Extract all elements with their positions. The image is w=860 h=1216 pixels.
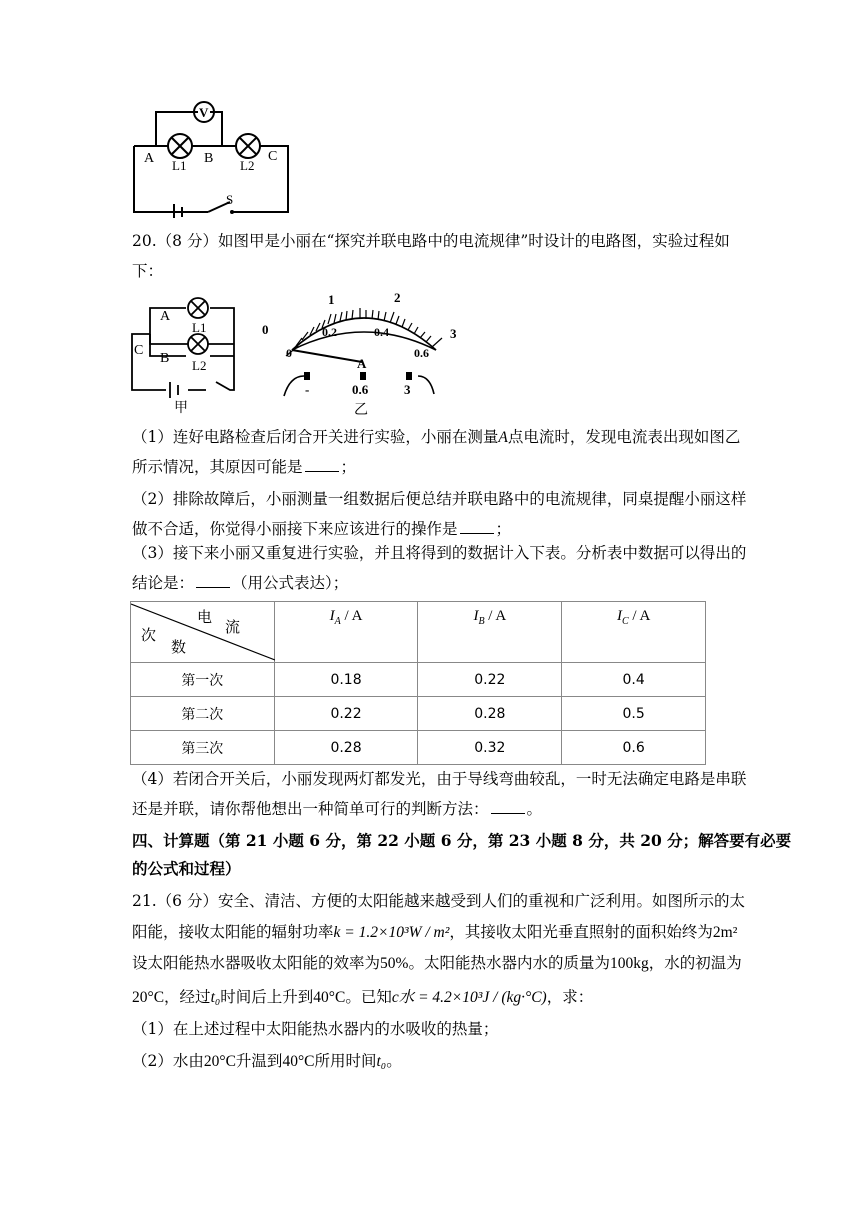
q21-line3: 设太阳能热水器吸收太阳能的效率为50%。太阳能热水器内水的质量为100kg，水的初温为 xyxy=(132,954,742,972)
parallel-point-c: C xyxy=(134,343,144,358)
header-ia: $I_A$ / A xyxy=(274,602,418,663)
section4-heading-line1: 四、计算题（第 21 小题 6 分，第 22 小题 6 分，第 23 小题 8 分，共 20 分；解答要有必要 xyxy=(132,831,792,850)
table-row: 第三次 0.28 0.32 0.6 xyxy=(131,731,706,765)
q20-part3-line1: （3）接下来小丽又重复进行实验，并且将得到的数据计入下表。分析表中数据可以得出的 xyxy=(132,544,747,562)
table-corner-cell: 电 流 次 数 xyxy=(131,602,275,663)
terminal-minus: - xyxy=(305,382,310,397)
scale-top-1: 1 xyxy=(328,292,335,307)
header-ic: $I_C$ / A xyxy=(562,602,706,663)
scale-top-3: 3 xyxy=(450,326,457,341)
scale-top-2: 2 xyxy=(394,290,401,305)
scale-bottom-06: 0.6 xyxy=(414,346,429,360)
parallel-lamp1: L1 xyxy=(192,320,207,335)
parallel-circuit-figure xyxy=(128,292,240,416)
q20-part4-line1: （4）若闭合开关后，小丽发现两灯都发光，由于导线弯曲较乱，一时无法确定电路是串联 xyxy=(132,770,747,788)
answer-blank-2[interactable] xyxy=(460,519,494,534)
q20-part3-line2: 结论是： （用公式表达）； xyxy=(132,574,349,592)
series-circuit-figure xyxy=(128,98,294,218)
needle-terminal-a: A xyxy=(357,356,367,371)
parallel-point-b: B xyxy=(160,351,170,366)
ammeter-figure xyxy=(256,290,466,418)
scale-top-0: 0 xyxy=(262,322,269,337)
table-header-row xyxy=(131,602,706,663)
terminal-3: 3 xyxy=(404,382,411,397)
parallel-point-a: A xyxy=(160,309,171,324)
point-b-label: B xyxy=(204,151,214,166)
scale-bottom-04: 0.4 xyxy=(374,325,389,339)
q20-part1-line1: （1）连好电路检查后闭合开关进行实验，小丽在测量A点电流时，发现电流表出现如图乙 xyxy=(132,428,741,446)
q21-line2: 阳能，接收太阳能的辐射功率k = 1.2×10³W / m²，其接收太阳光垂直照射的面积始终为2m² xyxy=(132,923,738,941)
terminal-06: 0.6 xyxy=(352,382,369,397)
figure-caption-yi: 乙 xyxy=(354,403,368,418)
q20-part2-line1: （2）排除故障后，小丽测量一组数据后便总结并联电路中的电流规律，同桌提醒小丽这样 xyxy=(132,490,747,508)
answer-blank-3[interactable] xyxy=(196,573,230,588)
lamp2-label: L2 xyxy=(240,158,255,173)
q20-stem-line1: 20.（8 分）如图甲是小丽在“探究并联电路中的电流规律”时设计的电路图，实验过程如 xyxy=(132,232,730,250)
q20-stem-line2: 下： xyxy=(132,262,164,280)
point-c-label: C xyxy=(268,149,278,164)
scale-bottom-0: 0 xyxy=(286,346,292,360)
q21-line1: 21.（6 分）安全、清洁、方便的太阳能越来越受到人们的重视和广泛利用。如图所示的太 xyxy=(132,892,745,910)
point-a-var: A xyxy=(498,429,508,446)
point-a-label: A xyxy=(144,151,155,166)
header-ib: $I_B$ / A xyxy=(418,602,562,663)
q21-line4: 20°C，经过t₀时间后上升到40°C。已知c水 = 4.2×10³J / (kg·°C)，求： xyxy=(132,988,594,1006)
voltmeter-label: V xyxy=(199,105,209,120)
q20-part2-line2: 做不合适，你觉得小丽接下来应该进行的操作是 ； xyxy=(132,520,512,538)
q21-sub1: （1）在上述过程中太阳能热水器内的水吸收的热量； xyxy=(132,1020,499,1038)
switch-label: S xyxy=(226,192,234,207)
q20-part1-line2: 所示情况，其原因可能是 ； xyxy=(132,458,357,476)
table-row: 第二次 0.22 0.28 0.5 xyxy=(131,697,706,731)
figure-caption-jia: 甲 xyxy=(174,401,188,416)
current-data-table xyxy=(130,601,706,765)
q21-sub2: （2）水由20°C升温到40°C所用时间t₀。 xyxy=(132,1052,402,1070)
table-row: 第一次 0.18 0.22 0.4 xyxy=(131,663,706,697)
q20-part4-line2: 还是并联，请你帮他想出一种简单可行的判断方法： 。 xyxy=(132,800,543,818)
answer-blank-1[interactable] xyxy=(305,457,339,472)
parallel-lamp2: L2 xyxy=(192,358,207,373)
answer-blank-4[interactable] xyxy=(491,799,525,814)
lamp1-label: L1 xyxy=(172,158,187,173)
scale-bottom-02: 0.2 xyxy=(322,325,337,339)
section4-heading-line2: 的公式和过程） xyxy=(132,859,241,878)
